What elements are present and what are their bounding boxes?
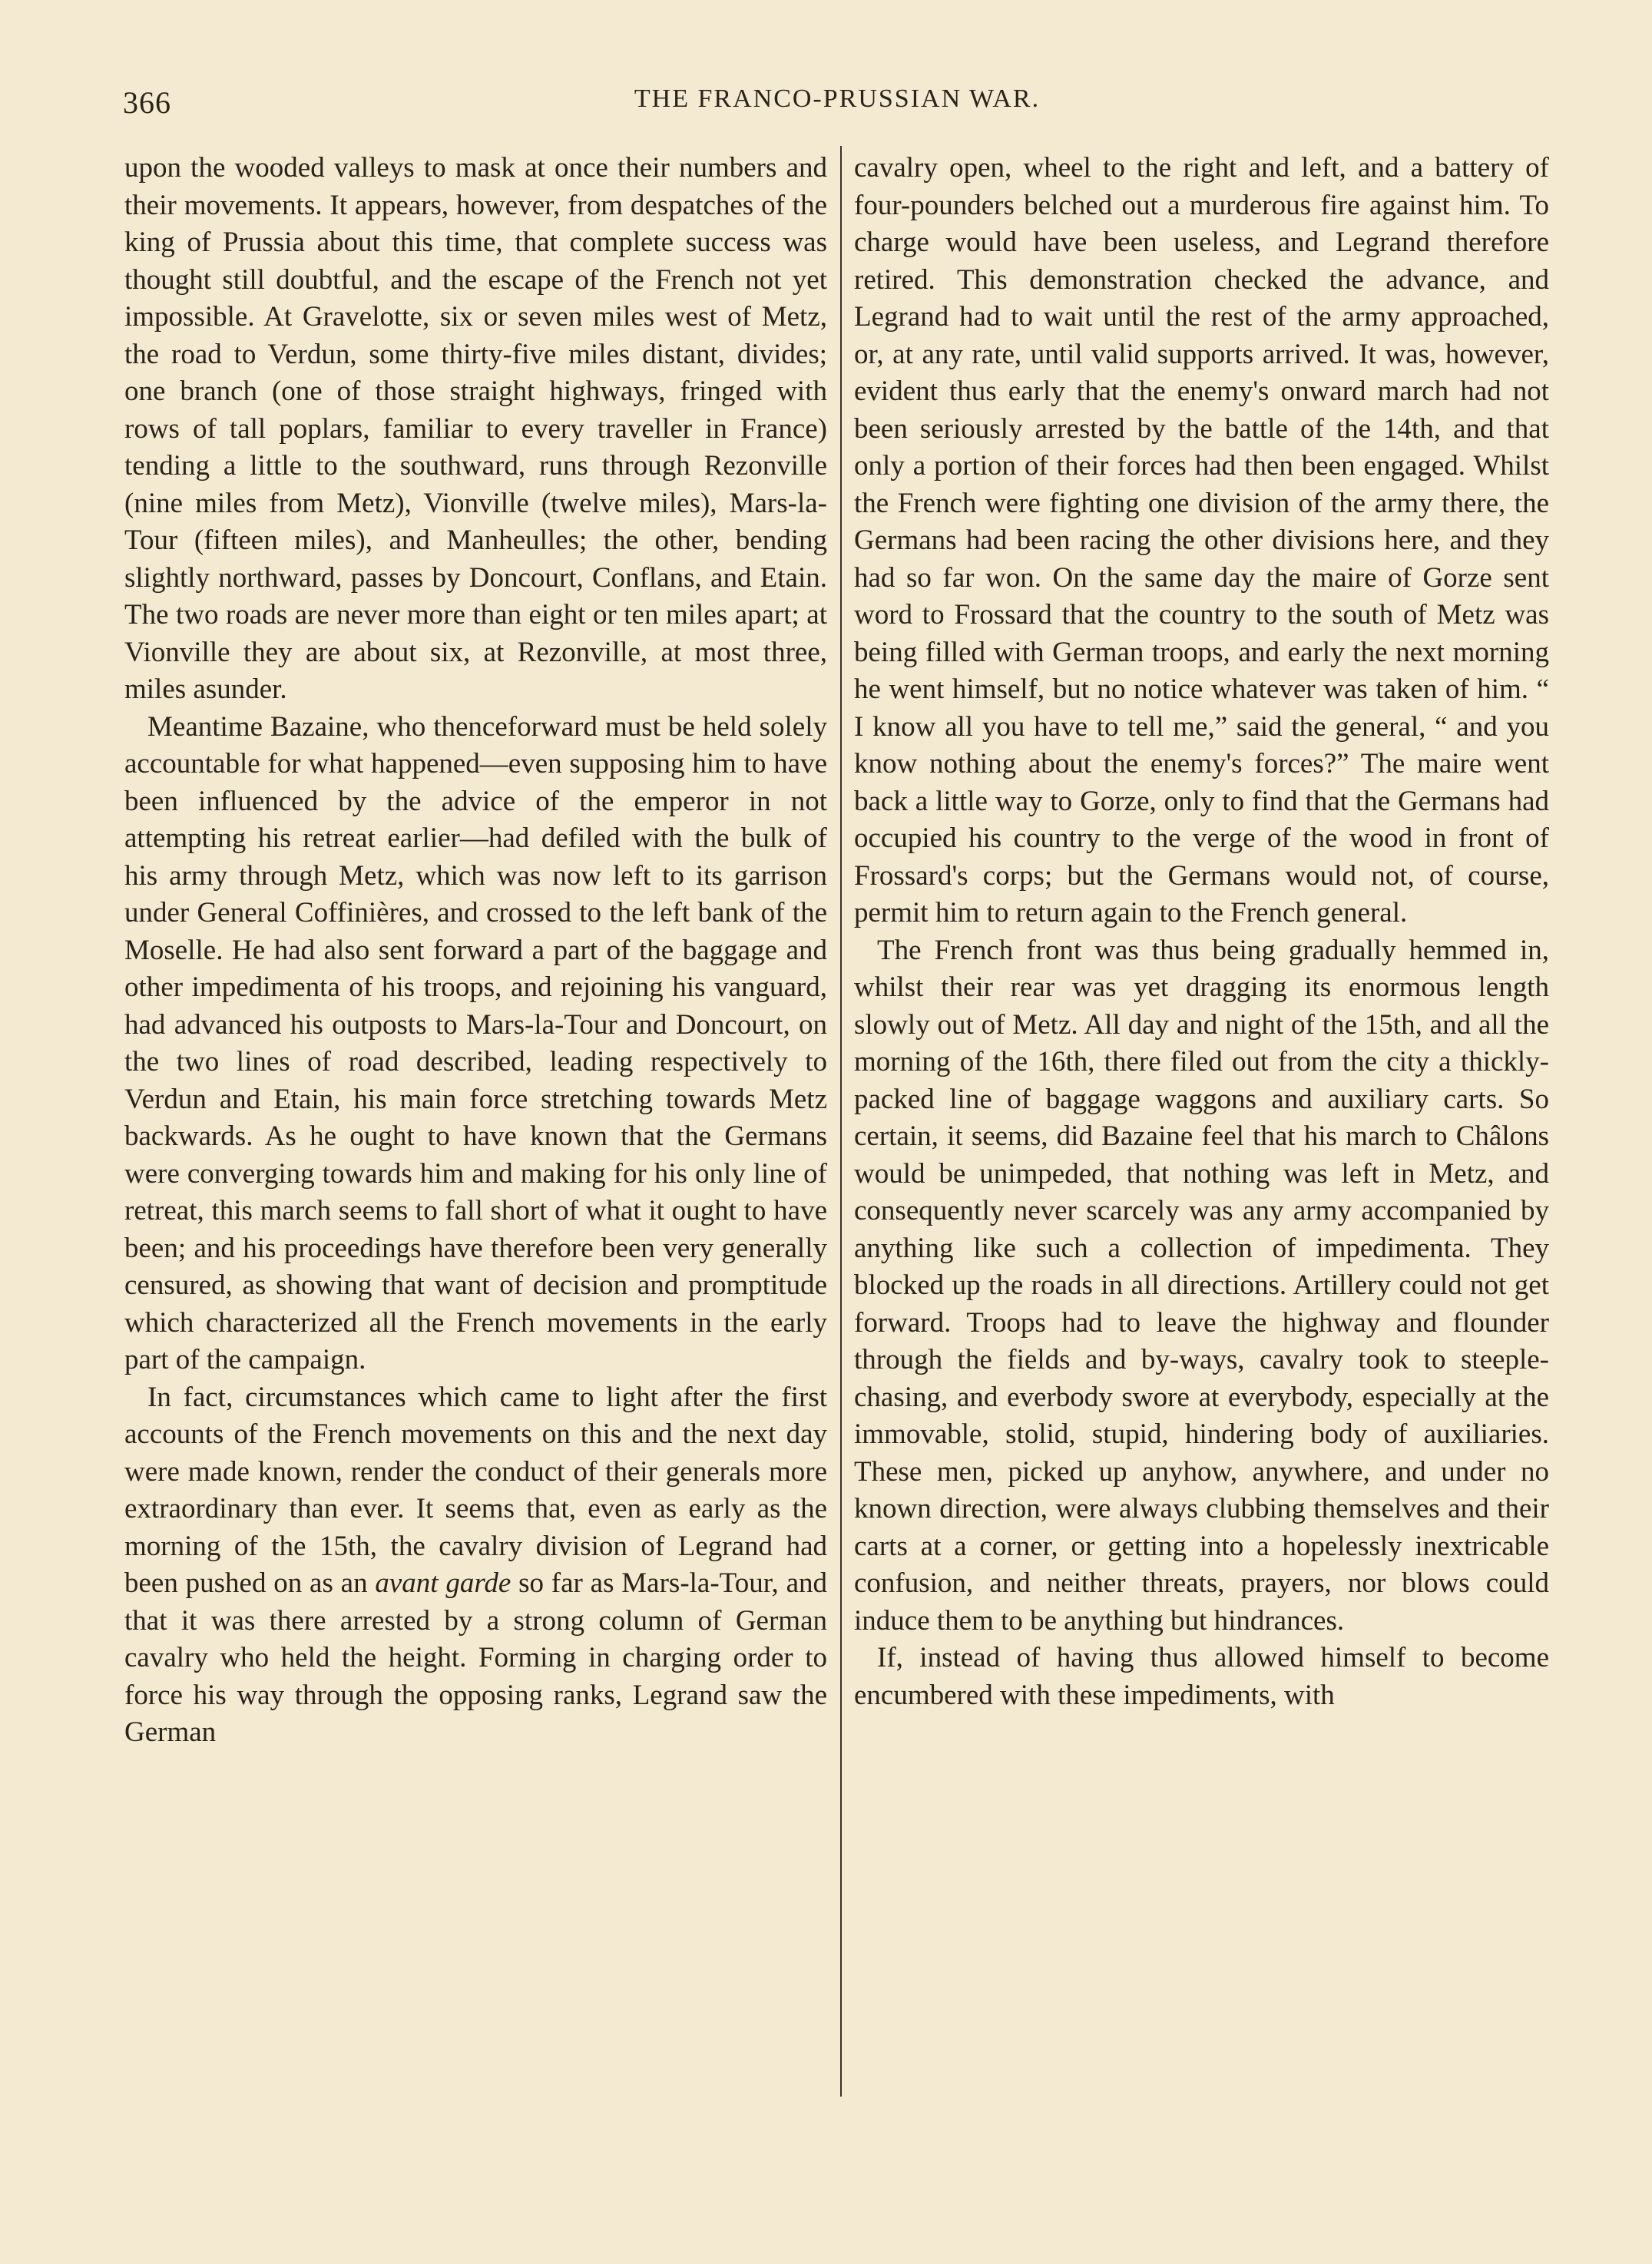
left-paragraph-2: Meantime Bazaine, who thenceforward must be held solely accountable for what happened—even supposing him to have been influenced by the advice of the emperor in not attempting his retreat earlier—had defiled with the bulk of his army through Metz, which was now left to its garrison under General Coffinières, and crossed to the left bank of the Moselle. He had also sent forward a part of the baggage and other impedimenta of his troops, and rejoining his vanguard, had advanced his outposts to Mars-la-Tour and Doncourt, on the two lines of road described, leading respectively to Verdun and Etain, his main force stretching towards Metz backwards. As he ought to have known that the Germans were converging towards him and making for his only line of retreat, this march seems to fall short of what it ought to have been; and his proceedings have therefore been very generally censured, as showing that want of decision and promptitude which characterized all the French movements in the early part of the campaign. [124,710,827,1375]
right-paragraph-3: If, instead of having thus allowed himself to become encumbered with these impediments, with [854,1642,1549,1711]
italic-phrase: avant garde [375,1567,511,1599]
right-paragraph-1: cavalry open, wheel to the right and left, and a battery of four-pounders belched out a murderous fire against him. To charge would have been useless, and Legrand therefore retired. This demonstration checked the advance, and Legrand had to wait until the rest of the army approached, or, at any rate, until valid supports arrived. It was, however, evident thus early that the enemy's onward march had not been seriously arrested by the battle of the 14th, and that only a portion of their forces had then been engaged. Whilst the French were fighting one division of the army there, the Germans had been racing the other divisions here, and they had so far won. On the same day the maire of Gorze sent word to Frossard that the country to the south of Metz was being filled with German troops, and early the next morning he went himself, but no notice whatever was taken of him. “ I know all you have to tell me,” said the general, “ and you know nothing about the enemy's forces?” The maire went back a little way to Gorze, only to find that the Germans had occupied his country to the verge of the wood in front of Frossard's corps; but the Germans would not, of course, permit him to return again to the French general. [854,152,1549,928]
left-paragraph-3 [124,1379,827,1752]
running-title: THE FRANCO-PRUSSIAN WAR. [634,84,1041,113]
left-paragraph-1: upon the wooded valleys to mask at once their numbers and their movements. It appears, however, from despatches of the king of Prussia about this time, that complete success was thought still doubtful, and the escape of the French not yet impossible. At Gravelotte, six or seven miles west of Metz, the road to Verdun, some thirty-five miles distant, divides; one branch (one of those straight highways, fringed with rows of tall poplars, familiar to every traveller in France) tending a little to the southward, runs through Rezonville (nine miles from Metz), Vionville (twelve miles), Mars-la-Tour (fifteen miles), and Manheulles; the other, bending slightly northward, passes by Doncourt, Conflans, and Etain. The two roads are never more than eight or ten miles apart; at Vionville they are about six, at Rezonville, at most three, miles asunder. [124,152,827,705]
left-column [124,150,827,2239]
page-number: 366 [123,85,171,120]
page-header [123,84,1551,131]
left-paragraph-3-text-a: In fact, circumstances which came to light after the first accounts of the French movements on this and the next day were made known, render the conduct of their generals more extraordinary than ever. It seems that, even as early as the morning of the 15th, the cavalry division of Legrand had been pushed on as an [124,1381,827,1599]
column-divider [840,146,842,2097]
right-paragraph-2: The French front was thus being gradually hemmed in, whilst their rear was yet dragging its enormous length slowly out of Metz. All day and night of the 15th, and all the morning of the 16th, there filed out from the city a thickly-packed line of baggage waggons and auxiliary carts. So certain, it seems, did Bazaine feel that his march to Châlons would be unimpeded, that nothing was left in Metz, and consequently never scarcely was any army accompanied by anything like such a collection of impedimenta. They blocked up the roads in all directions. Artillery could not get forward. Troops had to leave the highway and flounder through the fields and by-ways, cavalry took to steeple-chasing, and everbody swore at everybody, especially at the immovable, stolid, stupid, hindering body of auxiliaries. These men, picked up anyhow, anywhere, and under no known direction, were always clubbing themselves and their carts at a corner, or getting into a hopelessly inextricable confusion, and neither threats, prayers, nor blows could induce them to be anything but hindrances. [854,934,1549,1637]
left-paragraph-3-text-b: so far as Mars-la-Tour, and that it was there arrested by a strong column of German cavalry who held the height. Forming in charging order to force his way through the opposing ranks, Legrand saw the German [124,1567,827,1748]
right-column [854,150,1549,2239]
